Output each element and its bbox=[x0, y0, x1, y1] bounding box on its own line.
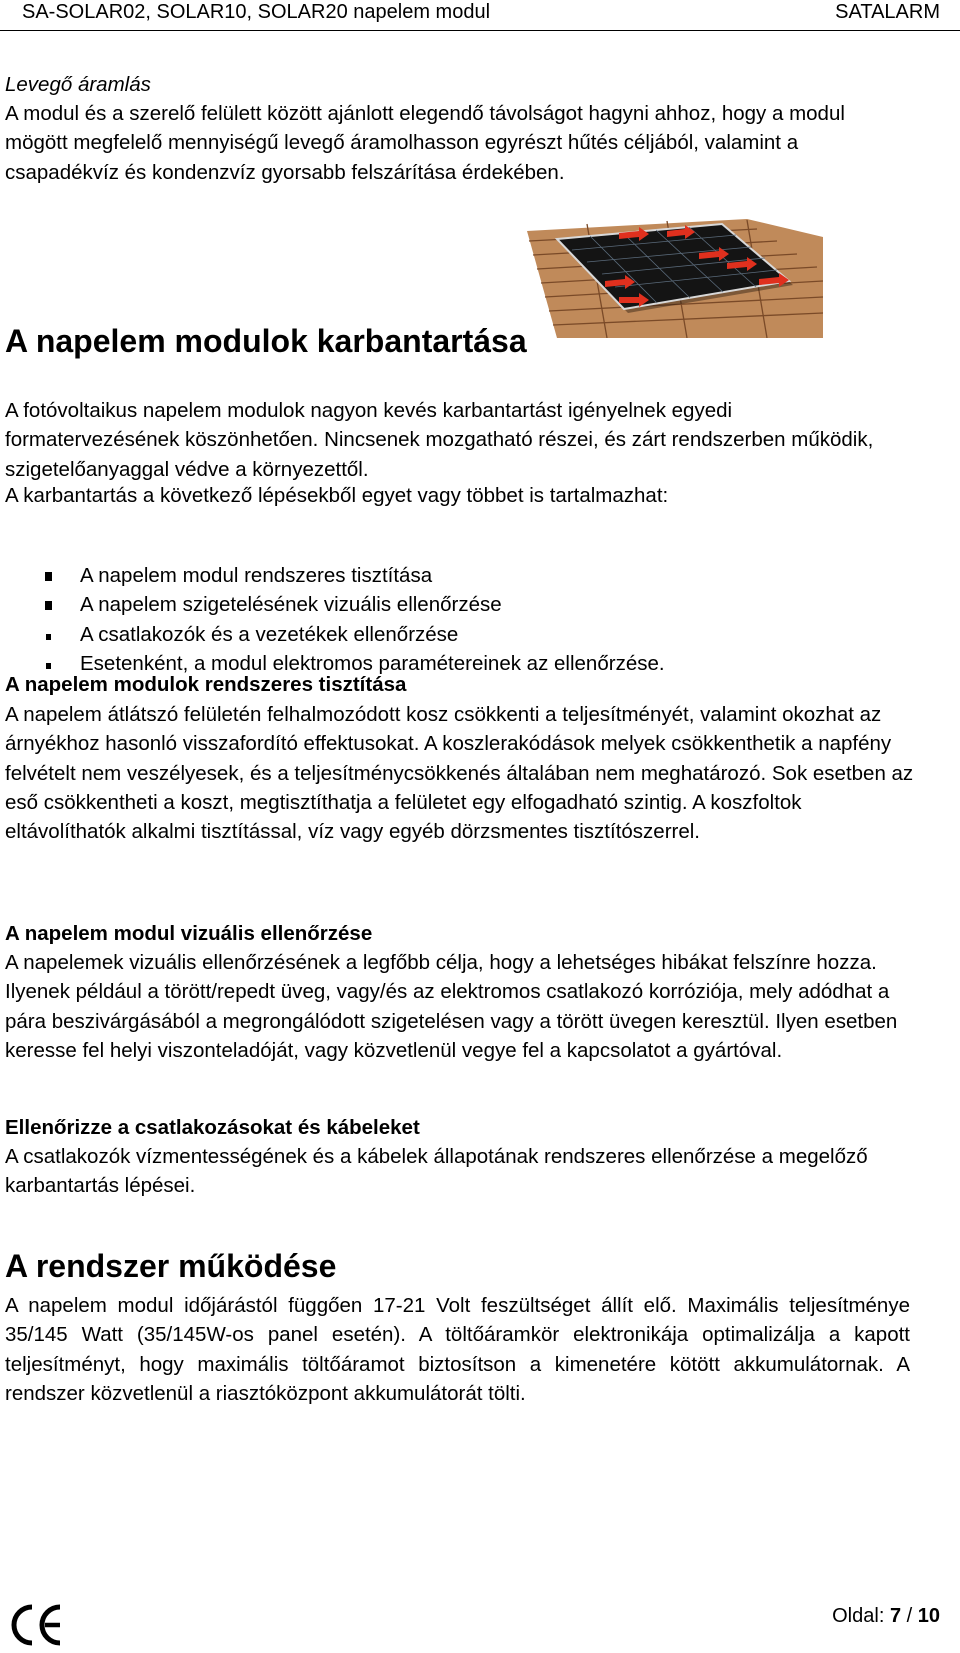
brand-name: SATALARM bbox=[835, 1, 940, 23]
airflow-text: A modul és a szerelő felülett között ajánlott elegendő távolságot hagyni ahhoz, hogy a modul mögött megfelelő mennyiségű levegő áramolhasson egyrészt hűtés céljából, valamint a csapadékvíz és kondenzvíz gyorsabb felszárítása érdekében. bbox=[5, 102, 845, 184]
page-header bbox=[0, 0, 960, 31]
list-item: A csatlakozók és a vezetékek ellenőrzése bbox=[0, 620, 665, 649]
bullet-square-icon bbox=[45, 572, 52, 581]
bullet-square-icon bbox=[45, 601, 52, 610]
maintenance-steps-list bbox=[0, 561, 665, 678]
list-item: Esetenként, a modul elektromos paramétereinek az ellenőrzése. bbox=[0, 649, 665, 678]
airflow-heading: Levegő áramlás bbox=[5, 73, 151, 96]
page-number: Oldal: 7 / 10 bbox=[832, 1605, 940, 1627]
connections-heading: Ellenőrizze a csatlakozásokat és kábeleket bbox=[5, 1116, 420, 1139]
list-item: A napelem modul rendszeres tisztítása bbox=[0, 561, 665, 590]
maintenance-heading: A napelem modulok karbantartása bbox=[5, 323, 527, 359]
maintenance-steps-intro: A karbantartás a következő lépésekből egyet vagy többet is tartalmazhat: bbox=[5, 484, 669, 507]
document-title: SA-SOLAR02, SOLAR10, SOLAR20 napelem modul bbox=[22, 1, 491, 23]
visual-heading: A napelem modul vizuális ellenőrzése bbox=[5, 922, 373, 945]
visual-text: A napelemek vizuális ellenőrzésének a legfőbb célja, hogy a lehetséges hibákat felszínre hozza. Ilyenek például a törött/repedt üveg, vagy/és az elektromos csatlakozó korróziója, mely adódhat a pára beszivárgásából a megrongálódott szigetelésen vagy a törött üvegen keresztül. Ilyen esetben keresse fel helyi viszonteladóját, vagy közvetlenül vegye fel a kapcsolatot a gyártóval. bbox=[5, 951, 898, 1062]
solar-panel-on-roof-icon bbox=[527, 219, 823, 338]
list-item: A napelem szigetelésének vizuális ellenőrzése bbox=[0, 590, 665, 619]
cleaning-text: A napelem átlátszó felületén felhalmozódott kosz csökkenti a teljesítményét, valamint okozhat az árnyékhoz hasonló visszafordító effektusokat. A koszlerakódások melyek csökkenthetik a napfény felvételt nem veszélyesek, és a teljesítménycsökkenés általában nem meghatározó. Sok esetben az eső csökkentheti a koszt, megtisztíthatja a felületet egy elfogadható szintig. A koszfoltok eltávolíthatók alkalmi tisztítással, víz vagy egyéb dörzsmentes tisztítószerrel. bbox=[5, 703, 914, 844]
maintenance-intro: A fotóvoltaikus napelem modulok nagyon kevés karbantartást igényelnek egyedi formatervezésének köszönhetően. Nincsenek mozgatható részei, és zárt rendszerben működik, szigetelőanyaggal védve a környezettől. bbox=[5, 399, 874, 481]
ce-mark-icon bbox=[10, 1603, 65, 1647]
operation-text: A napelem modul időjárástól függően 17-21 Volt feszültséget állít elő. Maximális teljesítménye 35/145 Watt (35/145W-os panel esetén). A töltőáramkör elektronikája optimalizálja a kapott teljesítményt, hogy maximális töltőáramot biztosítson a kimenetére kötött akkumulátornak. A rendszer közvetlenül a riasztóközpont akkumulátorát tölti. bbox=[5, 1294, 910, 1405]
cleaning-heading: A napelem modulok rendszeres tisztítása bbox=[5, 673, 407, 696]
operation-heading: A rendszer működése bbox=[5, 1248, 337, 1284]
bullet-square-icon bbox=[46, 634, 51, 640]
bullet-square-icon bbox=[46, 663, 51, 669]
connections-text: A csatlakozók vízmentességének és a kábelek állapotának rendszeres ellenőrzése a megelőző karbantartás lépései. bbox=[5, 1145, 868, 1198]
